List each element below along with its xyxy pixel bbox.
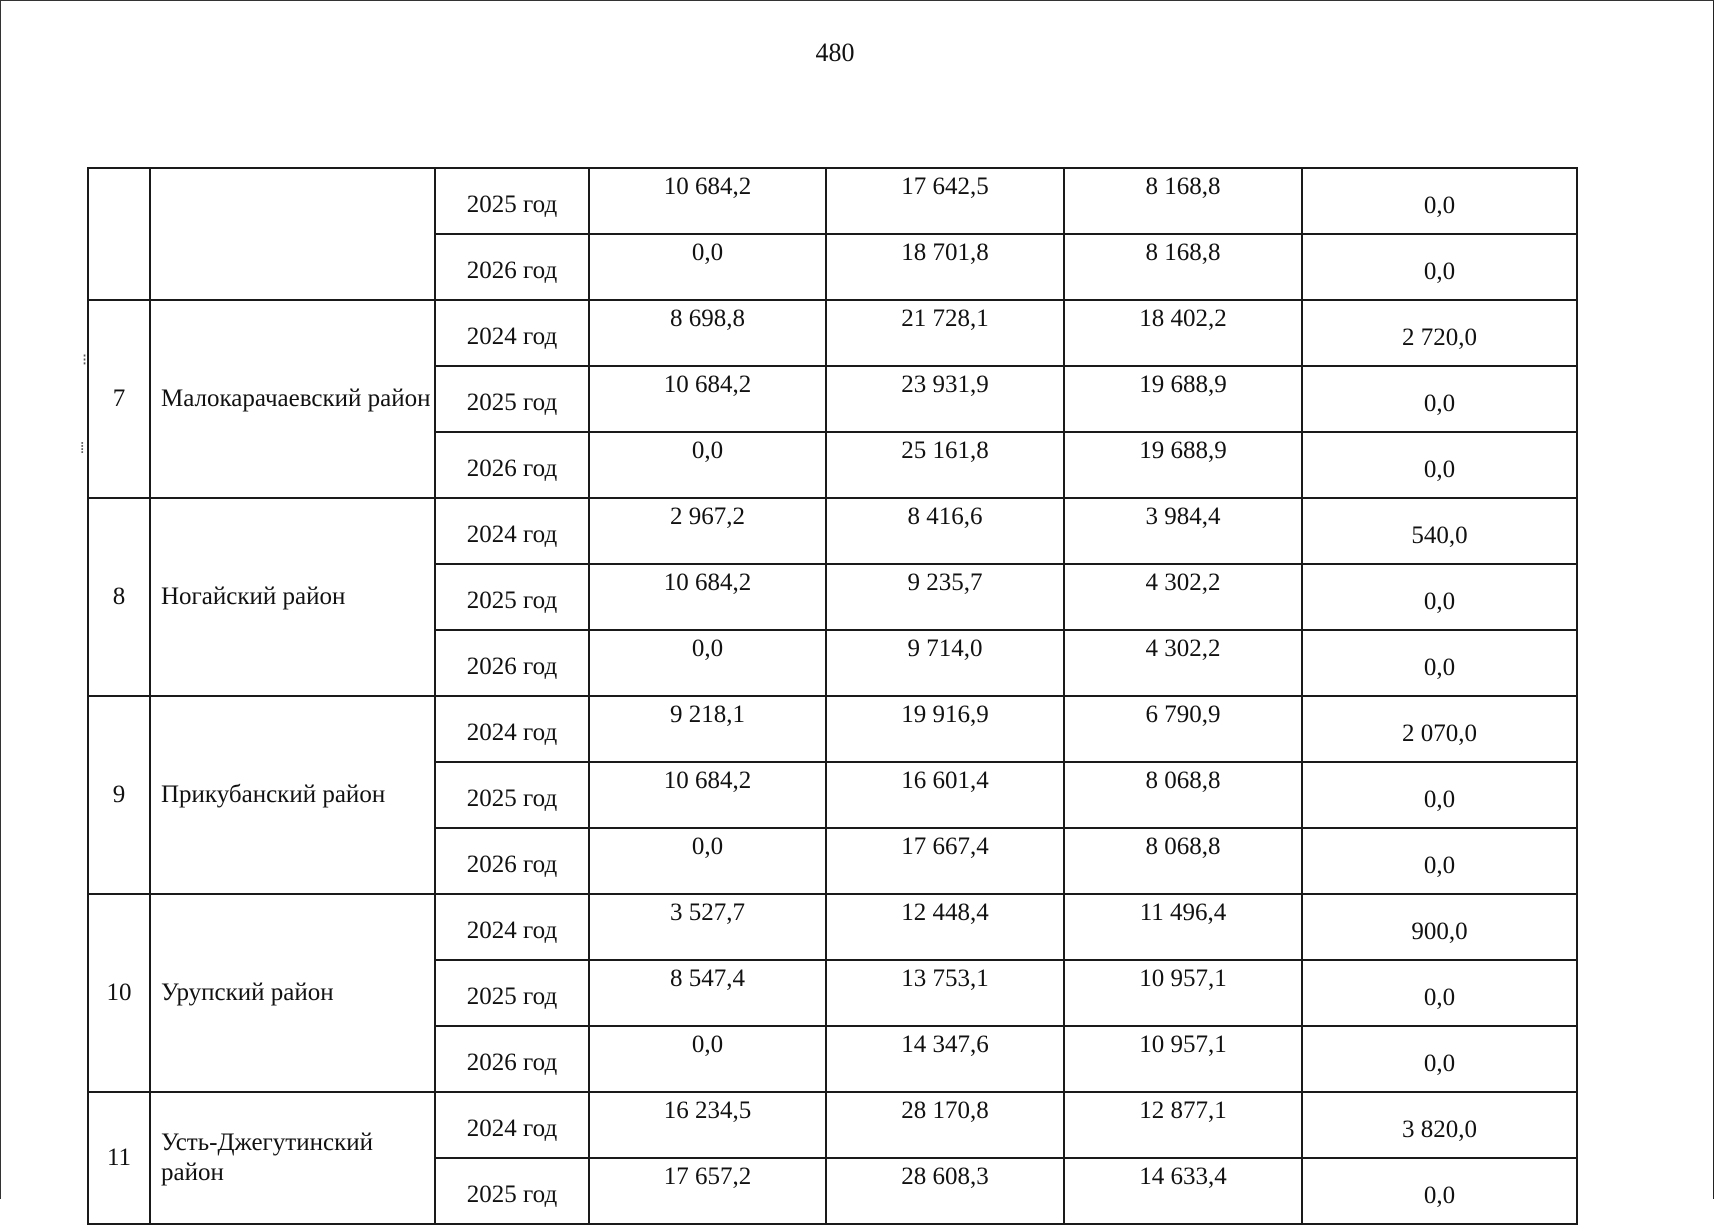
value-cell-3: 4 302,2 bbox=[1064, 630, 1302, 696]
row-number: 8 bbox=[88, 498, 150, 696]
value-cell-1: 8 698,8 bbox=[589, 300, 826, 366]
value-cell-4: 540,0 bbox=[1302, 498, 1577, 564]
value-cell-3: 11 496,4 bbox=[1064, 894, 1302, 960]
value-cell-2: 14 347,6 bbox=[826, 1026, 1064, 1092]
value-cell-1: 3 527,7 bbox=[589, 894, 826, 960]
value-cell-3: 19 688,9 bbox=[1064, 366, 1302, 432]
year-cell: 2025 год bbox=[435, 564, 589, 630]
table-row bbox=[88, 168, 1577, 234]
district-name: Ногайский район bbox=[150, 498, 435, 696]
scan-mark: ⁞ bbox=[80, 440, 85, 457]
table-row bbox=[88, 498, 1577, 564]
district-name: Малокарачаевский район bbox=[150, 300, 435, 498]
value-cell-3: 3 984,4 bbox=[1064, 498, 1302, 564]
value-cell-4: 0,0 bbox=[1302, 762, 1577, 828]
value-cell-3: 12 877,1 bbox=[1064, 1092, 1302, 1158]
value-cell-4: 900,0 bbox=[1302, 894, 1577, 960]
value-cell-2: 25 161,8 bbox=[826, 432, 1064, 498]
value-cell-1: 0,0 bbox=[589, 234, 826, 300]
year-cell: 2025 год bbox=[435, 960, 589, 1026]
value-cell-1: 0,0 bbox=[589, 432, 826, 498]
value-cell-4: 2 720,0 bbox=[1302, 300, 1577, 366]
year-cell: 2026 год bbox=[435, 1026, 589, 1092]
year-cell: 2024 год bbox=[435, 894, 589, 960]
row-number: 11 bbox=[88, 1092, 150, 1224]
value-cell-3: 14 633,4 bbox=[1064, 1158, 1302, 1224]
value-cell-1: 10 684,2 bbox=[589, 366, 826, 432]
scan-mark: ⁝ bbox=[82, 352, 88, 369]
value-cell-1: 10 684,2 bbox=[589, 168, 826, 234]
value-cell-2: 17 667,4 bbox=[826, 828, 1064, 894]
table-body bbox=[88, 168, 1577, 1224]
row-number bbox=[88, 168, 150, 300]
value-cell-3: 10 957,1 bbox=[1064, 1026, 1302, 1092]
table-row bbox=[88, 1092, 1577, 1158]
value-cell-2: 17 642,5 bbox=[826, 168, 1064, 234]
value-cell-2: 19 916,9 bbox=[826, 696, 1064, 762]
value-cell-1: 17 657,2 bbox=[589, 1158, 826, 1224]
value-cell-3: 18 402,2 bbox=[1064, 300, 1302, 366]
district-name bbox=[150, 168, 435, 300]
value-cell-1: 0,0 bbox=[589, 630, 826, 696]
value-cell-1: 2 967,2 bbox=[589, 498, 826, 564]
value-cell-1: 16 234,5 bbox=[589, 1092, 826, 1158]
year-cell: 2026 год bbox=[435, 432, 589, 498]
value-cell-2: 13 753,1 bbox=[826, 960, 1064, 1026]
value-cell-4: 3 820,0 bbox=[1302, 1092, 1577, 1158]
year-cell: 2025 год bbox=[435, 366, 589, 432]
table-row bbox=[88, 894, 1577, 960]
value-cell-2: 28 170,8 bbox=[826, 1092, 1064, 1158]
value-cell-3: 8 168,8 bbox=[1064, 234, 1302, 300]
value-cell-2: 9 714,0 bbox=[826, 630, 1064, 696]
table-row bbox=[88, 300, 1577, 366]
value-cell-2: 23 931,9 bbox=[826, 366, 1064, 432]
year-cell: 2024 год bbox=[435, 498, 589, 564]
value-cell-4: 0,0 bbox=[1302, 168, 1577, 234]
page-number: 480 bbox=[815, 38, 855, 67]
value-cell-4: 0,0 bbox=[1302, 234, 1577, 300]
value-cell-2: 16 601,4 bbox=[826, 762, 1064, 828]
value-cell-3: 19 688,9 bbox=[1064, 432, 1302, 498]
value-cell-4: 0,0 bbox=[1302, 366, 1577, 432]
row-number: 9 bbox=[88, 696, 150, 894]
value-cell-4: 2 070,0 bbox=[1302, 696, 1577, 762]
year-cell: 2025 год bbox=[435, 168, 589, 234]
value-cell-4: 0,0 bbox=[1302, 960, 1577, 1026]
value-cell-2: 28 608,3 bbox=[826, 1158, 1064, 1224]
year-cell: 2026 год bbox=[435, 828, 589, 894]
year-cell: 2026 год bbox=[435, 234, 589, 300]
year-cell: 2025 год bbox=[435, 762, 589, 828]
year-cell: 2024 год bbox=[435, 1092, 589, 1158]
year-cell: 2026 год bbox=[435, 630, 589, 696]
value-cell-1: 10 684,2 bbox=[589, 564, 826, 630]
value-cell-3: 10 957,1 bbox=[1064, 960, 1302, 1026]
value-cell-4: 0,0 bbox=[1302, 432, 1577, 498]
year-cell: 2024 год bbox=[435, 696, 589, 762]
value-cell-4: 0,0 bbox=[1302, 828, 1577, 894]
row-number: 10 bbox=[88, 894, 150, 1092]
value-cell-4: 0,0 bbox=[1302, 564, 1577, 630]
value-cell-3: 4 302,2 bbox=[1064, 564, 1302, 630]
table-row bbox=[88, 696, 1577, 762]
district-name: Прикубанский район bbox=[150, 696, 435, 894]
value-cell-1: 0,0 bbox=[589, 828, 826, 894]
value-cell-2: 9 235,7 bbox=[826, 564, 1064, 630]
value-cell-4: 0,0 bbox=[1302, 630, 1577, 696]
budget-table bbox=[87, 167, 1578, 1225]
value-cell-1: 10 684,2 bbox=[589, 762, 826, 828]
value-cell-2: 12 448,4 bbox=[826, 894, 1064, 960]
value-cell-3: 8 168,8 bbox=[1064, 168, 1302, 234]
value-cell-2: 21 728,1 bbox=[826, 300, 1064, 366]
district-name: Урупский район bbox=[150, 894, 435, 1092]
value-cell-2: 18 701,8 bbox=[826, 234, 1064, 300]
value-cell-1: 0,0 bbox=[589, 1026, 826, 1092]
value-cell-4: 0,0 bbox=[1302, 1158, 1577, 1224]
district-name: Усть-Джегутинский район bbox=[150, 1092, 435, 1224]
value-cell-3: 8 068,8 bbox=[1064, 762, 1302, 828]
year-cell: 2024 год bbox=[435, 300, 589, 366]
year-cell: 2025 год bbox=[435, 1158, 589, 1224]
value-cell-1: 8 547,4 bbox=[589, 960, 826, 1026]
row-number: 7 bbox=[88, 300, 150, 498]
value-cell-4: 0,0 bbox=[1302, 1026, 1577, 1092]
value-cell-3: 6 790,9 bbox=[1064, 696, 1302, 762]
value-cell-1: 9 218,1 bbox=[589, 696, 826, 762]
value-cell-3: 8 068,8 bbox=[1064, 828, 1302, 894]
value-cell-2: 8 416,6 bbox=[826, 498, 1064, 564]
